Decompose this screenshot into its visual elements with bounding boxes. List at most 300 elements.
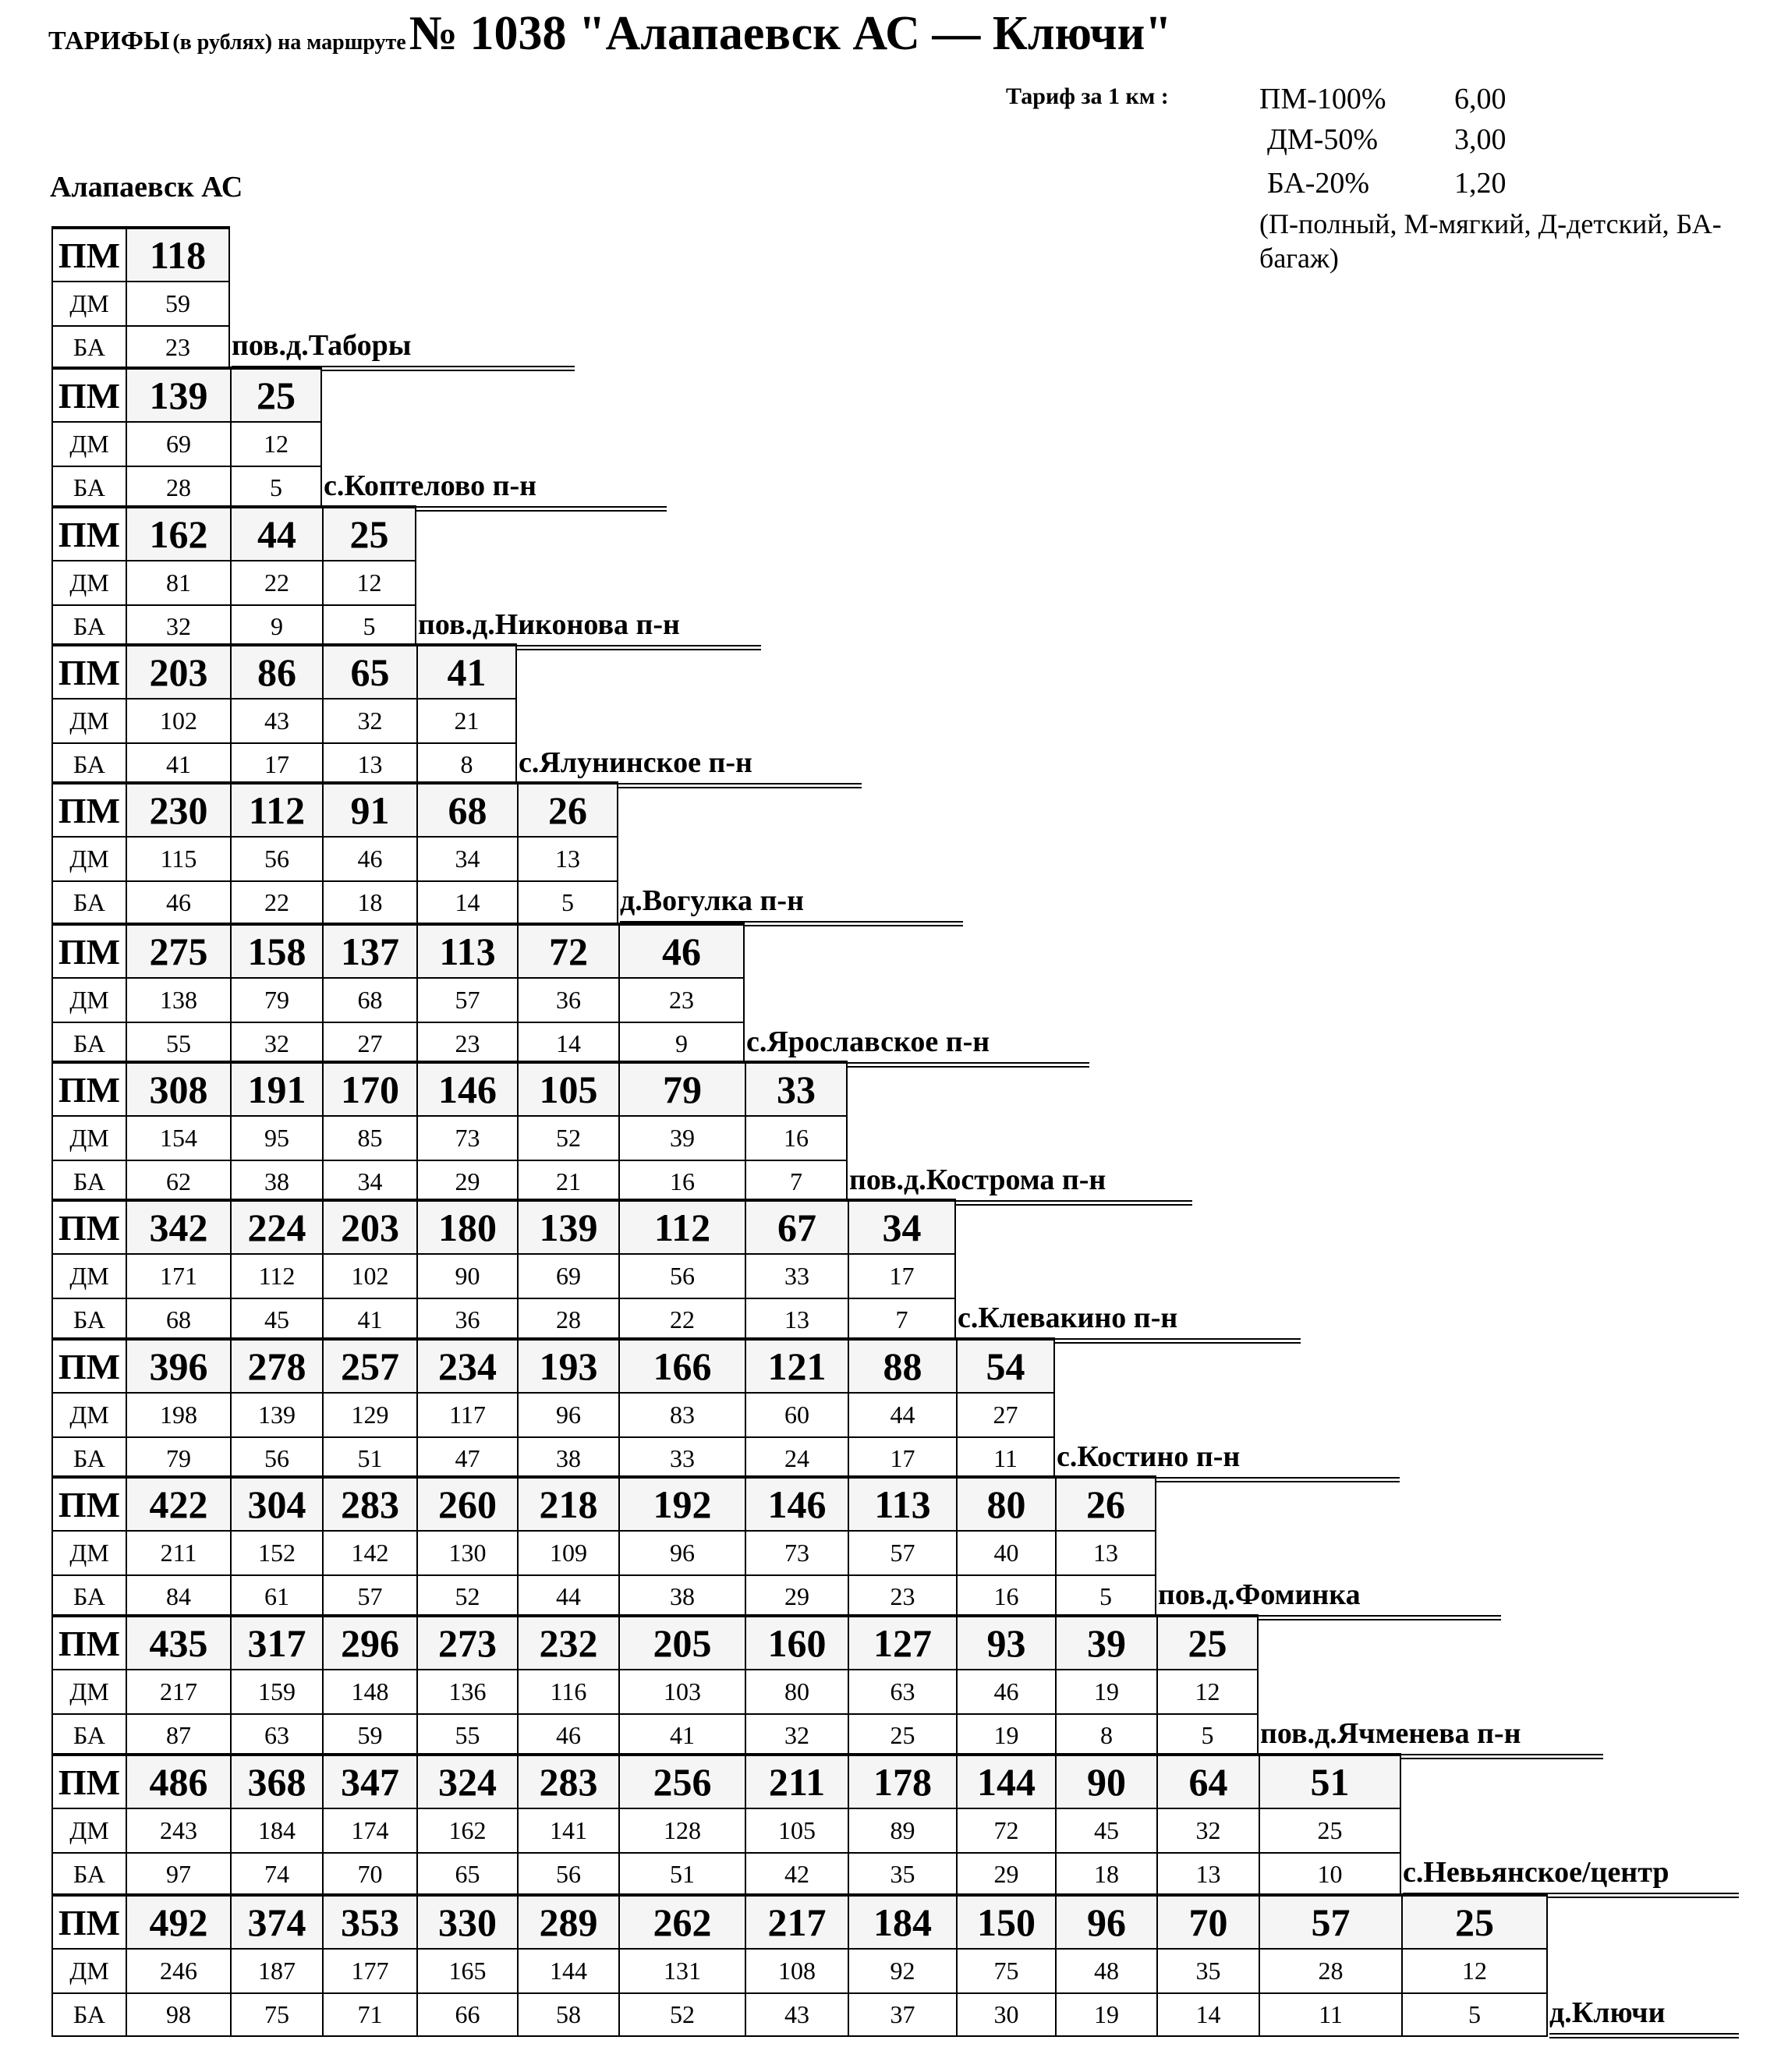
fare-cell-pm: 64: [1156, 1753, 1259, 1808]
stop-name: пов.д.Ячменева п-н: [1260, 1717, 1521, 1750]
fare-cell-dm: 116: [517, 1669, 618, 1713]
fare-cell-ba: 46: [517, 1713, 618, 1758]
fare-cell-ba: 45: [230, 1298, 322, 1342]
fare-cell-dm: 130: [416, 1530, 517, 1574]
fare-cell-dm: 32: [1156, 1808, 1259, 1852]
row-label-ba: БА: [51, 742, 126, 787]
fare-cell-ba: 14: [416, 880, 517, 925]
fare-cell-pm: 256: [618, 1753, 745, 1808]
fare-cell-dm: 56: [618, 1253, 745, 1298]
fare-cell-dm: 35: [1156, 1948, 1259, 1992]
row-label-pm: ПМ: [51, 1337, 126, 1392]
fare-cell-ba: 47: [416, 1436, 517, 1481]
fare-cell-dm: 136: [416, 1669, 517, 1713]
fare-cell-ba: 5: [1401, 1992, 1548, 2037]
fare-cell-dm: 72: [956, 1808, 1055, 1852]
fare-cell-ba: 32: [230, 1022, 322, 1066]
fare-cell-ba: 87: [126, 1713, 230, 1758]
fare-cell-pm: 184: [848, 1893, 956, 1948]
stop-name: с.Невьянское/центр: [1403, 1856, 1669, 1889]
row-label-dm: ДМ: [51, 560, 126, 604]
fare-cell-pm: 93: [956, 1614, 1055, 1669]
fare-cell-ba: 22: [618, 1298, 745, 1342]
fare-cell-dm: 198: [126, 1392, 230, 1436]
fare-cell-dm: 148: [322, 1669, 416, 1713]
row-label-ba: БА: [51, 1022, 126, 1066]
row-label-dm: ДМ: [51, 1115, 126, 1160]
fare-cell-ba: 37: [848, 1992, 956, 2037]
fare-cell-ba: 8: [1055, 1713, 1156, 1758]
row-label-dm: ДМ: [51, 1948, 126, 1992]
fare-cell-dm: 23: [618, 977, 745, 1022]
tariff-name: ПМ-100%: [1259, 83, 1386, 115]
fare-cell-dm: 12: [1156, 1669, 1259, 1713]
fare-cell-pm: 218: [517, 1475, 618, 1530]
fare-cell-dm: 69: [126, 421, 230, 466]
fare-cell-ba: 30: [956, 1992, 1055, 2037]
fare-cell-ba: 38: [618, 1574, 745, 1619]
fare-cell-ba: 10: [1259, 1852, 1401, 1897]
row-label-pm: ПМ: [51, 226, 126, 281]
fare-cell-dm: 112: [230, 1253, 322, 1298]
fare-cell-ba: 17: [848, 1436, 956, 1481]
fare-cell-pm: 191: [230, 1061, 322, 1115]
fare-cell-pm: 492: [126, 1893, 230, 1948]
fare-cell-ba: 5: [322, 604, 416, 649]
fare-cell-pm: 211: [745, 1753, 848, 1808]
fare-cell-pm: 88: [848, 1337, 956, 1392]
fare-cell-pm: 137: [322, 923, 416, 977]
fare-cell-dm: 48: [1055, 1948, 1156, 1992]
row-label-ba: БА: [51, 1160, 126, 1204]
fare-cell-ba: 52: [416, 1574, 517, 1619]
fare-cell-ba: 71: [322, 1992, 416, 2037]
fare-cell-ba: 61: [230, 1574, 322, 1619]
fare-cell-dm: 174: [322, 1808, 416, 1852]
fare-cell-pm: 180: [416, 1199, 517, 1253]
row-label-dm: ДМ: [51, 1808, 126, 1852]
fare-cell-dm: 184: [230, 1808, 322, 1852]
fare-cell-ba: 5: [230, 466, 322, 510]
row-label-pm: ПМ: [51, 1614, 126, 1669]
fare-cell-ba: 70: [322, 1852, 416, 1897]
fare-cell-pm: 283: [517, 1753, 618, 1808]
fare-cell-ba: 8: [416, 742, 517, 787]
fare-cell-pm: 162: [126, 505, 230, 560]
fare-cell-dm: 117: [416, 1392, 517, 1436]
fare-cell-dm: 45: [1055, 1808, 1156, 1852]
fare-cell-pm: 146: [745, 1475, 848, 1530]
fare-cell-pm: 150: [956, 1893, 1055, 1948]
row-label-pm: ПМ: [51, 1061, 126, 1115]
fare-cell-dm: 13: [1055, 1530, 1156, 1574]
fare-cell-pm: 347: [322, 1753, 416, 1808]
fare-cell-pm: 121: [745, 1337, 848, 1392]
fare-cell-dm: 95: [230, 1115, 322, 1160]
row-label-dm: ДМ: [51, 977, 126, 1022]
fare-cell-pm: 144: [956, 1753, 1055, 1808]
fare-cell-ba: 19: [1055, 1992, 1156, 2037]
row-label-ba: БА: [51, 325, 126, 370]
fare-cell-pm: 330: [416, 1893, 517, 1948]
fare-cell-ba: 23: [416, 1022, 517, 1066]
tariff-value: 1,20: [1454, 167, 1507, 200]
fare-cell-ba: 23: [848, 1574, 956, 1619]
fare-cell-pm: 317: [230, 1614, 322, 1669]
fare-cell-ba: 5: [1156, 1713, 1259, 1758]
fare-cell-dm: 80: [745, 1669, 848, 1713]
fare-cell-dm: 96: [618, 1530, 745, 1574]
fare-cell-ba: 23: [126, 325, 230, 370]
stop-name: с.Костино п-н: [1057, 1440, 1241, 1473]
fare-cell-ba: 27: [322, 1022, 416, 1066]
fare-cell-dm: 60: [745, 1392, 848, 1436]
fare-cell-ba: 44: [517, 1574, 618, 1619]
fare-cell-ba: 13: [745, 1298, 848, 1342]
row-label-pm: ПМ: [51, 1893, 126, 1948]
fare-cell-ba: 98: [126, 1992, 230, 2037]
fare-cell-pm: 46: [618, 923, 745, 977]
fare-cell-dm: 32: [322, 698, 416, 742]
fare-cell-pm: 203: [322, 1199, 416, 1253]
fare-cell-dm: 187: [230, 1948, 322, 1992]
row-label-dm: ДМ: [51, 1392, 126, 1436]
fare-cell-pm: 118: [126, 226, 230, 281]
fare-cell-ba: 21: [517, 1160, 618, 1204]
fare-cell-dm: 144: [517, 1948, 618, 1992]
fare-cell-dm: 13: [517, 836, 618, 880]
fare-cell-pm: 166: [618, 1337, 745, 1392]
fare-cell-ba: 16: [956, 1574, 1055, 1619]
fare-cell-pm: 70: [1156, 1893, 1259, 1948]
fare-cell-pm: 283: [322, 1475, 416, 1530]
fare-cell-ba: 55: [416, 1713, 517, 1758]
fare-cell-ba: 33: [618, 1436, 745, 1481]
fare-cell-dm: 243: [126, 1808, 230, 1852]
fare-cell-pm: 193: [517, 1337, 618, 1392]
fare-cell-dm: 142: [322, 1530, 416, 1574]
row-label-ba: БА: [51, 1992, 126, 2037]
fare-cell-pm: 308: [126, 1061, 230, 1115]
fare-cell-ba: 74: [230, 1852, 322, 1897]
fare-cell-dm: 52: [517, 1115, 618, 1160]
fare-cell-ba: 19: [956, 1713, 1055, 1758]
fare-cell-pm: 234: [416, 1337, 517, 1392]
fare-cell-ba: 41: [322, 1298, 416, 1342]
fare-cell-dm: 57: [416, 977, 517, 1022]
fare-cell-pm: 486: [126, 1753, 230, 1808]
fare-cell-dm: 139: [230, 1392, 322, 1436]
fare-cell-pm: 435: [126, 1614, 230, 1669]
fare-cell-ba: 63: [230, 1713, 322, 1758]
fare-cell-dm: 34: [416, 836, 517, 880]
fare-cell-ba: 28: [126, 466, 230, 510]
fare-cell-ba: 29: [416, 1160, 517, 1204]
fare-cell-ba: 9: [230, 604, 322, 649]
fare-cell-ba: 59: [322, 1713, 416, 1758]
fare-cell-pm: 146: [416, 1061, 517, 1115]
row-label-pm: ПМ: [51, 1475, 126, 1530]
fare-cell-pm: 262: [618, 1893, 745, 1948]
fare-cell-pm: 25: [1156, 1614, 1259, 1669]
fare-cell-pm: 25: [1401, 1893, 1548, 1948]
fare-cell-dm: 63: [848, 1669, 956, 1713]
fare-cell-ba: 14: [1156, 1992, 1259, 2037]
fare-cell-ba: 11: [956, 1436, 1055, 1481]
fare-cell-dm: 59: [126, 281, 230, 325]
row-label-pm: ПМ: [51, 367, 126, 421]
fare-cell-pm: 139: [126, 367, 230, 421]
fare-cell-ba: 13: [322, 742, 416, 787]
fare-cell-pm: 324: [416, 1753, 517, 1808]
fare-cell-ba: 68: [126, 1298, 230, 1342]
stop-name: с.Ялунинское п-н: [519, 746, 752, 779]
fare-cell-dm: 81: [126, 560, 230, 604]
fare-cell-pm: 278: [230, 1337, 322, 1392]
row-label-ba: БА: [51, 880, 126, 925]
fare-cell-pm: 86: [230, 643, 322, 698]
fare-cell-ba: 28: [517, 1298, 618, 1342]
fare-cell-pm: 422: [126, 1475, 230, 1530]
fare-cell-dm: 131: [618, 1948, 745, 1992]
fare-cell-ba: 41: [618, 1713, 745, 1758]
row-label-pm: ПМ: [51, 1753, 126, 1808]
fare-cell-dm: 27: [956, 1392, 1055, 1436]
fare-cell-ba: 11: [1259, 1992, 1401, 2037]
fare-cell-ba: 29: [745, 1574, 848, 1619]
row-label-dm: ДМ: [51, 1530, 126, 1574]
fare-cell-ba: 66: [416, 1992, 517, 2037]
fare-cell-dm: 12: [322, 560, 416, 604]
tariff-row-dm: [1267, 122, 1507, 157]
stop-name: пов.д.Таборы: [232, 329, 412, 362]
row-label-dm: ДМ: [51, 836, 126, 880]
fare-cell-ba: 22: [230, 880, 322, 925]
tariff-label: Тариф за 1 км :: [1006, 83, 1169, 109]
fare-cell-pm: 90: [1055, 1753, 1156, 1808]
fare-cell-ba: 65: [416, 1852, 517, 1897]
origin-stop-label: Алапаевск АС: [50, 171, 243, 204]
fare-cell-dm: 79: [230, 977, 322, 1022]
fare-cell-ba: 18: [322, 880, 416, 925]
fare-cell-pm: 205: [618, 1614, 745, 1669]
fare-cell-ba: 29: [956, 1852, 1055, 1897]
fare-cell-dm: 85: [322, 1115, 416, 1160]
fare-cell-dm: 69: [517, 1253, 618, 1298]
fare-cell-dm: 56: [230, 836, 322, 880]
fare-cell-ba: 62: [126, 1160, 230, 1204]
fare-cell-dm: 138: [126, 977, 230, 1022]
fare-cell-dm: 21: [416, 698, 517, 742]
fare-cell-dm: 211: [126, 1530, 230, 1574]
fare-cell-pm: 192: [618, 1475, 745, 1530]
fare-cell-pm: 224: [230, 1199, 322, 1253]
stop-name: пов.д.Кострома п-н: [849, 1164, 1106, 1196]
fare-cell-pm: 44: [230, 505, 322, 560]
fare-cell-ba: 57: [322, 1574, 416, 1619]
fare-cell-dm: 217: [126, 1669, 230, 1713]
fare-cell-ba: 56: [230, 1436, 322, 1481]
fare-cell-ba: 75: [230, 1992, 322, 2037]
fare-cell-dm: 39: [618, 1115, 745, 1160]
fare-cell-dm: 141: [517, 1808, 618, 1852]
fare-cell-pm: 217: [745, 1893, 848, 1948]
fare-cell-ba: 32: [745, 1713, 848, 1758]
fare-cell-dm: 89: [848, 1808, 956, 1852]
stop-name: пов.д.Фоминка: [1158, 1578, 1361, 1611]
tariff-row-ba: [1267, 166, 1507, 200]
route-title: № 1038 "Алапаевск АС — Ключи": [409, 7, 1172, 60]
stop-name: пов.д.Никонова п-н: [418, 608, 680, 641]
fare-cell-pm: 72: [517, 923, 618, 977]
fare-cell-pm: 368: [230, 1753, 322, 1808]
fare-cell-ba: 38: [517, 1436, 618, 1481]
tariff-name: БА-20%: [1267, 167, 1370, 200]
fare-cell-dm: 19: [1055, 1669, 1156, 1713]
fare-cell-dm: 36: [517, 977, 618, 1022]
stop-name: с.Ярославское п-н: [746, 1025, 990, 1058]
fare-cell-dm: 162: [416, 1808, 517, 1852]
fare-cell-dm: 154: [126, 1115, 230, 1160]
fare-cell-dm: 22: [230, 560, 322, 604]
fare-cell-dm: 46: [956, 1669, 1055, 1713]
fare-cell-dm: 165: [416, 1948, 517, 1992]
fare-cell-pm: 160: [745, 1614, 848, 1669]
fare-cell-pm: 65: [322, 643, 416, 698]
fare-cell-dm: 28: [1259, 1948, 1401, 1992]
fare-cell-dm: 108: [745, 1948, 848, 1992]
fare-cell-ba: 79: [126, 1436, 230, 1481]
fare-cell-ba: 32: [126, 604, 230, 649]
fare-cell-ba: 36: [416, 1298, 517, 1342]
row-label-pm: ПМ: [51, 505, 126, 560]
row-label-dm: ДМ: [51, 1253, 126, 1298]
fare-cell-pm: 139: [517, 1199, 618, 1253]
fare-cell-dm: 109: [517, 1530, 618, 1574]
fare-cell-pm: 113: [848, 1475, 956, 1530]
fare-cell-dm: 75: [956, 1948, 1055, 1992]
fare-cell-pm: 353: [322, 1893, 416, 1948]
fare-cell-pm: 170: [322, 1061, 416, 1115]
fare-cell-ba: 34: [322, 1160, 416, 1204]
fare-cell-dm: 43: [230, 698, 322, 742]
title-subtitle: (в рублях) на маршруте: [172, 30, 406, 55]
fare-cell-pm: 374: [230, 1893, 322, 1948]
page-title: [48, 6, 1172, 62]
fare-cell-pm: 54: [956, 1337, 1055, 1392]
fare-cell-dm: 73: [745, 1530, 848, 1574]
row-label-pm: ПМ: [51, 643, 126, 698]
tariff-row-pm: [1259, 82, 1507, 116]
fare-cell-ba: 56: [517, 1852, 618, 1897]
fare-cell-dm: 246: [126, 1948, 230, 1992]
fare-cell-pm: 96: [1055, 1893, 1156, 1948]
fare-cell-pm: 113: [416, 923, 517, 977]
fare-cell-pm: 296: [322, 1614, 416, 1669]
fare-cell-dm: 12: [230, 421, 322, 466]
fare-cell-dm: 57: [848, 1530, 956, 1574]
fare-cell-pm: 80: [956, 1475, 1055, 1530]
fare-cell-ba: 52: [618, 1992, 745, 2037]
fare-cell-ba: 51: [322, 1436, 416, 1481]
fare-cell-pm: 260: [416, 1475, 517, 1530]
fare-cell-ba: 84: [126, 1574, 230, 1619]
fare-cell-dm: 92: [848, 1948, 956, 1992]
fare-cell-pm: 289: [517, 1893, 618, 1948]
fare-cell-pm: 67: [745, 1199, 848, 1253]
fare-cell-pm: 39: [1055, 1614, 1156, 1669]
fare-cell-ba: 46: [126, 880, 230, 925]
fare-cell-ba: 18: [1055, 1852, 1156, 1897]
fare-cell-dm: 46: [322, 836, 416, 880]
row-label-ba: БА: [51, 1436, 126, 1481]
fare-cell-pm: 203: [126, 643, 230, 698]
stop-name: д.Ключи: [1549, 1996, 1666, 2029]
fare-cell-pm: 257: [322, 1337, 416, 1392]
fare-cell-dm: 171: [126, 1253, 230, 1298]
fare-cell-pm: 232: [517, 1614, 618, 1669]
fare-cell-ba: 16: [618, 1160, 745, 1204]
fare-cell-dm: 103: [618, 1669, 745, 1713]
fare-cell-dm: 83: [618, 1392, 745, 1436]
fare-cell-ba: 17: [230, 742, 322, 787]
fare-cell-ba: 42: [745, 1852, 848, 1897]
fare-cell-ba: 43: [745, 1992, 848, 2037]
fare-cell-dm: 129: [322, 1392, 416, 1436]
fare-cell-dm: 73: [416, 1115, 517, 1160]
fare-cell-pm: 91: [322, 781, 416, 836]
row-label-dm: ДМ: [51, 698, 126, 742]
fare-cell-dm: 17: [848, 1253, 956, 1298]
fare-cell-ba: 24: [745, 1436, 848, 1481]
fare-cell-pm: 41: [416, 643, 517, 698]
fare-cell-pm: 158: [230, 923, 322, 977]
fare-cell-pm: 342: [126, 1199, 230, 1253]
row-label-pm: ПМ: [51, 923, 126, 977]
tariff-value: 6,00: [1454, 83, 1507, 115]
fare-cell-ba: 51: [618, 1852, 745, 1897]
fare-cell-dm: 33: [745, 1253, 848, 1298]
fare-cell-ba: 97: [126, 1852, 230, 1897]
fare-cell-ba: 7: [848, 1298, 956, 1342]
row-label-ba: БА: [51, 1713, 126, 1758]
fare-cell-dm: 25: [1259, 1808, 1401, 1852]
fare-cell-ba: 5: [1055, 1574, 1156, 1619]
fare-cell-ba: 13: [1156, 1852, 1259, 1897]
fare-cell-dm: 40: [956, 1530, 1055, 1574]
fare-cell-ba: 35: [848, 1852, 956, 1897]
fare-cell-pm: 112: [618, 1199, 745, 1253]
row-label-dm: ДМ: [51, 1669, 126, 1713]
row-label-ba: БА: [51, 604, 126, 649]
fare-cell-dm: 102: [322, 1253, 416, 1298]
fare-cell-pm: 304: [230, 1475, 322, 1530]
fare-cell-pm: 33: [745, 1061, 848, 1115]
fare-cell-pm: 105: [517, 1061, 618, 1115]
row-label-ba: БА: [51, 1852, 126, 1897]
fare-cell-pm: 127: [848, 1614, 956, 1669]
fare-cell-ba: 55: [126, 1022, 230, 1066]
fare-cell-dm: 105: [745, 1808, 848, 1852]
fare-cell-pm: 79: [618, 1061, 745, 1115]
fare-cell-pm: 25: [322, 505, 416, 560]
fare-cell-pm: 57: [1259, 1893, 1401, 1948]
fare-cell-ba: 25: [848, 1713, 956, 1758]
fare-cell-pm: 112: [230, 781, 322, 836]
stop-name: с.Коптелово п-н: [324, 469, 537, 502]
fare-cell-ba: 9: [618, 1022, 745, 1066]
fare-cell-dm: 177: [322, 1948, 416, 1992]
